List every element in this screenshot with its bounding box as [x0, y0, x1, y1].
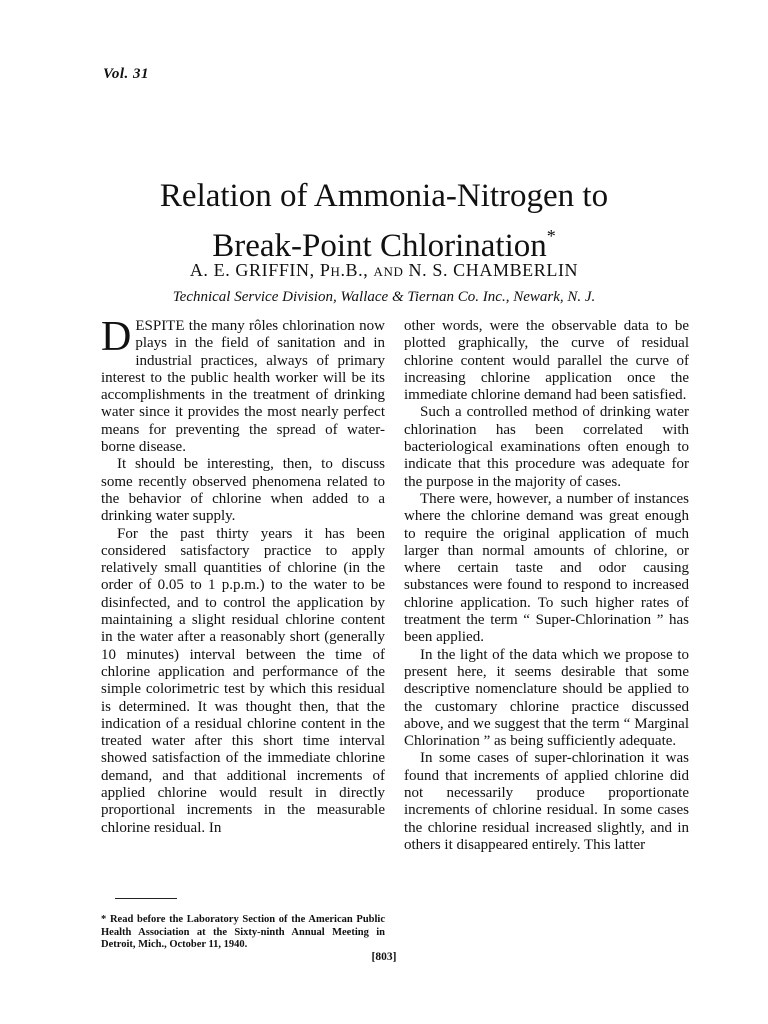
drop-cap: D — [101, 314, 132, 360]
author-1-name: A. E. GRIFFIN, — [189, 260, 315, 280]
author-line — [60, 260, 708, 281]
page-number: [803] — [371, 951, 397, 963]
paragraph-5: There were, however, a number of instances where the chlorine demand was great enough to require the original application of much larger than normal amounts of chlorine, or where certain taste and odor causing substances were found to respond to increased chlorine application. To such higher rates of treatment the term “ Super-Chlorination ” has been applied. — [404, 490, 689, 646]
paragraph-1 — [101, 314, 385, 456]
paragraph-3: For the past thirty years it has been considered satisfactory practice to apply relatively small quantities of chlorine (in the order of 0.05 to 1 p.p.m.) to the water to be disinfected, and to control the application by maintaining a slight residual chlorine content in the water after a reasonably short (generally 10 minutes) interval between the time of chlorine application and performance of the simple colorimetric test by which this residual is determined. It was thought then, that the indication of a residual chlorine content in the treated water after this short time interval showed satisfaction of the immediate chlorine demand, and that additional increments of applied chlorine would result in directly proportional increments in the measurable chlorine residual. In — [101, 525, 385, 836]
author-conjunction: and — [373, 260, 404, 280]
title-line-2-text: Break-Point Chlorination — [212, 228, 547, 264]
paragraph-7: In some cases of super-chlorination it was found that increments of applied chlorine did not necessarily produce proportionate increments of chlorine residual. In some cases the chlorine residual increased slightly, and in others it disappeared entirely. This latter — [404, 750, 689, 853]
paragraph-6: In the light of the data which we propose to present here, it seems desirable that some descriptive nomenclature should be applied to the customary chlorine practice discussed above, and we suggest that the term “ Marginal Chlorination ” as being sufficiently adequate. — [404, 646, 689, 750]
title-footnote-mark: * — [546, 226, 556, 246]
footnote-divider — [115, 898, 177, 899]
paragraph-3-continued: other words, were the observable data to be plotted graphically, the curve of residual chlorine content would parallel the curve of increasing chlorine application once the immediate chlorine demand had been satisfied. — [404, 318, 689, 404]
paragraph-1-text: ESPITE the many rôles chlorination now plays in the field of sanitation and in industrial practices, always of primary interest to the public health worker will be its accomplishments in the treatment of drinking water since it provides the most nearly perfect means for preventing the spread of water-borne disease. — [101, 318, 385, 456]
title-line-1: Relation of Ammonia-Nitrogen to — [159, 178, 609, 214]
volume-label: Vol. 31 — [103, 66, 150, 82]
article-title — [60, 176, 708, 266]
author-1-degree: Ph.B., — [319, 260, 369, 280]
body-column-left — [101, 314, 385, 837]
paragraph-2: It should be interesting, then, to discuss some recently observed phenomena related to the behavior of chlorine when added to a drinking water supply. — [101, 456, 385, 525]
author-2-name: N. S. CHAMBERLIN — [408, 260, 579, 280]
paragraph-4: Such a controlled method of drinking water chlorination has been correlated with bacteriological examinations often enough to indicate that this procedure was adequate for the purpose in the majority of cases. — [404, 404, 689, 490]
affiliation: Technical Service Division, Wallace & Tiernan Co. Inc., Newark, N. J. — [172, 289, 596, 305]
body-column-right — [404, 318, 689, 854]
title-line-2 — [60, 216, 708, 266]
footnote: * Read before the Laboratory Section of the American Public Health Association at the Sixty-ninth Annual Meeting in Detroit, Mich., October 11, 1940. — [101, 914, 385, 950]
